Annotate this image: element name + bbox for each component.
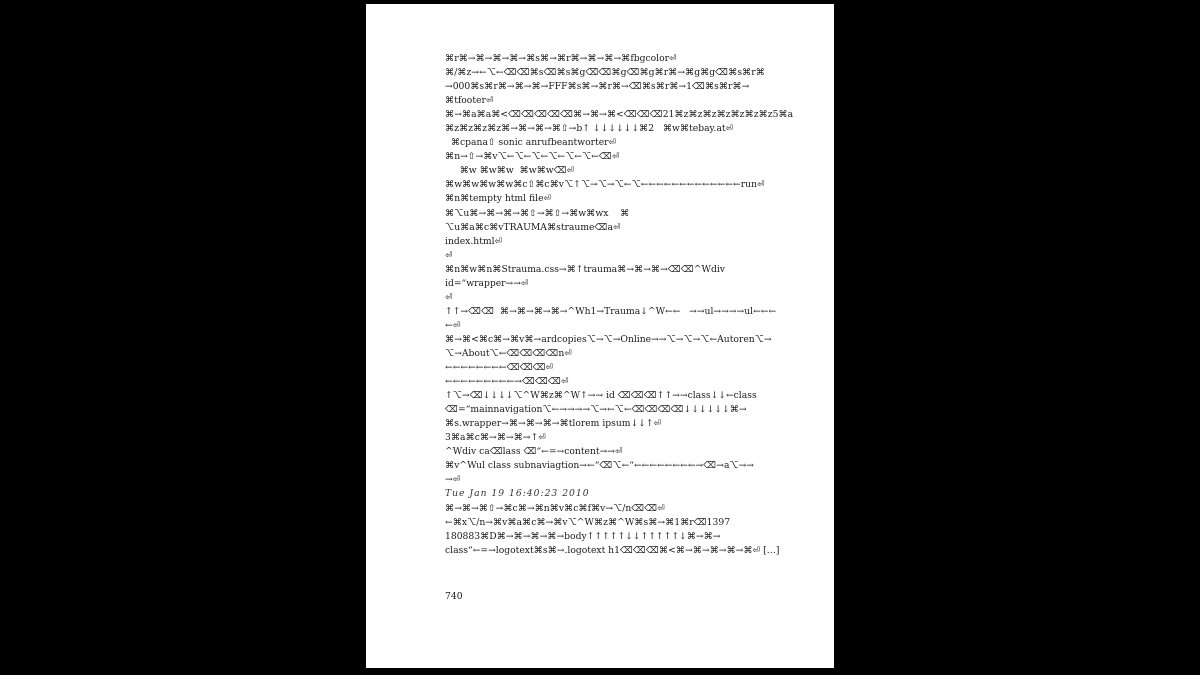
text-line: ^Wdiv ca⌫lass ⌫“←=→content→→⏎ (445, 446, 623, 458)
text-line: ←⏎ (445, 319, 461, 331)
text-line: ←←←←←←←←←→⌫⌫⌫⏎ (445, 376, 569, 388)
text-line: ⌘⌥u⌘→⌘→⌘→⌘⇧→⌘⇧→⌘w⌘wx ⌘ (445, 207, 630, 219)
text-line: ⌥→About⌥←⌫⌫⌫⌫n⏎ (445, 347, 573, 359)
text-line: ⌘s.wrapper→⌘→⌘→⌘→⌘tlorem ipsum↓↓↑⏎ (445, 418, 662, 430)
text-line: 180883⌘D⌘→⌘→⌘→⌘→body↑↑↑↑↑↓↓↑↑↑↑↑↓⌘→⌘→ (445, 530, 721, 542)
text-line: id=“wrapper→→⏎ (445, 277, 529, 289)
text-line: ⌘→⌘<⌘c⌘→⌘v⌘→ardcopies⌥→⌥→Online→→⌥→⌥→⌥←Autoren⌥→ (445, 333, 772, 345)
text-line: ⌘tfooter⏎ (445, 95, 494, 107)
book-page (366, 4, 834, 668)
text-line: ⌥u⌘a⌘c⌘vTRAUMA⌘straume⌫a⏎ (445, 221, 621, 233)
text-line: →000⌘s⌘r⌘→⌘→⌘→FFF⌘s⌘→⌘r⌘→⌫⌘s⌘r⌘→1⌫⌘s⌘r⌘→ (445, 81, 750, 93)
text-line: ⌘n⌘tempty html file⏎ (445, 193, 552, 205)
text-line: index.html⏎ (445, 235, 503, 247)
text-line: ⌘z⌘z⌘z⌘z⌘→⌘→⌘→⌘⇧→b↑ ↓↓↓↓↓↓⌘2 ⌘w⌘tebay.at⏎ (445, 123, 734, 135)
text-line: ⌘r⌘→⌘→⌘→⌘→⌘s⌘→⌘r⌘→⌘→⌘→⌘fbgcolor⏎ (445, 53, 677, 64)
text-line: ⌘w ⌘w⌘w ⌘w⌘w⌫⏎ (445, 165, 575, 177)
text-line: class“←=→logotext⌘s⌘→.logotext h1⌫⌫⌫⌘<⌘→⌘→⌘→⌘→⌘⏎ […] (445, 544, 780, 556)
text-line: ⌘/⌘z→←⌥←⌫⌫⌘s⌫⌘s⌘g⌫⌫⌘g⌫⌘g⌘r⌘→⌘g⌘g⌫⌘s⌘r⌘ (445, 67, 765, 79)
text-line: ⌘v^Wul class subnaviagtion→←“⌫⌥←“←←←←←←←←→⌫→a⌥→→ (445, 460, 755, 472)
page-number: 740 (445, 591, 463, 602)
text-line: ⌘w⌘w⌘w⌘w⌘c⇧⌘c⌘v⌥↑⌥→⌥→⌥←⌥←←←←←←←←←←←←←run⏎ (445, 179, 765, 191)
text-line: →⏎ (445, 474, 461, 486)
text-line: ⌘→⌘a⌘a⌘<⌫⌫⌫⌫⌫⌘→⌘→⌘<⌫⌫⌫21⌘z⌘z⌘z⌘z⌘z⌘z⌘z5⌘a (445, 109, 794, 121)
text-line: ↑⌥→⌫↓↓↓↓⌥^W⌘z⌘^W↑→→ id ⌫⌫⌫↑↑→→class↓↓←class (445, 390, 757, 402)
text-line: ⌫=“mainnavigation⌥←→→→→⌥→←⌥←⌫⌫⌫⌫↓↓↓↓↓↓⌘→ (445, 404, 747, 416)
timestamp-line: Tue Jan 19 16:40:23 2010 (445, 488, 590, 500)
text-line: ⌘n→⇧→⌘v⌥←⌥←⌥←⌥←⌥←⌥←⌫⏎ (445, 151, 620, 163)
text-line: ⏎ (445, 249, 453, 261)
text-line: ⏎ (445, 291, 453, 303)
text-line: ↑↑→⌫⌫ ⌘→⌘→⌘→⌘→^Wh1→Trauma↓^W←← →→ul→→→→ul←←← (445, 305, 777, 317)
text-line: ⌘→⌘→⌘⇧→⌘c⌘→⌘n⌘v⌘c⌘f⌘v→⌥/n⌫⌫⏎ (445, 502, 665, 514)
text-line: 3⌘a⌘c⌘→⌘→⌘→↑⏎ (445, 432, 546, 444)
text-line: ←←←←←←←←⌫⌫⌫⏎ (445, 362, 554, 374)
text-line: ⌘cpana⇧ sonic anrufbeantworter⏎ (445, 137, 617, 149)
text-line: ←⌘x⌥/n→⌘v⌘a⌘c⌘→⌘v⌥^W⌘z⌘^W⌘s⌘→⌘1⌘r⌫1397 (445, 516, 731, 528)
text-line: ⌘n⌘w⌘n⌘Strauma.css→⌘↑trauma⌘→⌘→⌘→⌫⌫^Wdiv (445, 263, 725, 275)
keystroke-log-text (445, 52, 825, 558)
